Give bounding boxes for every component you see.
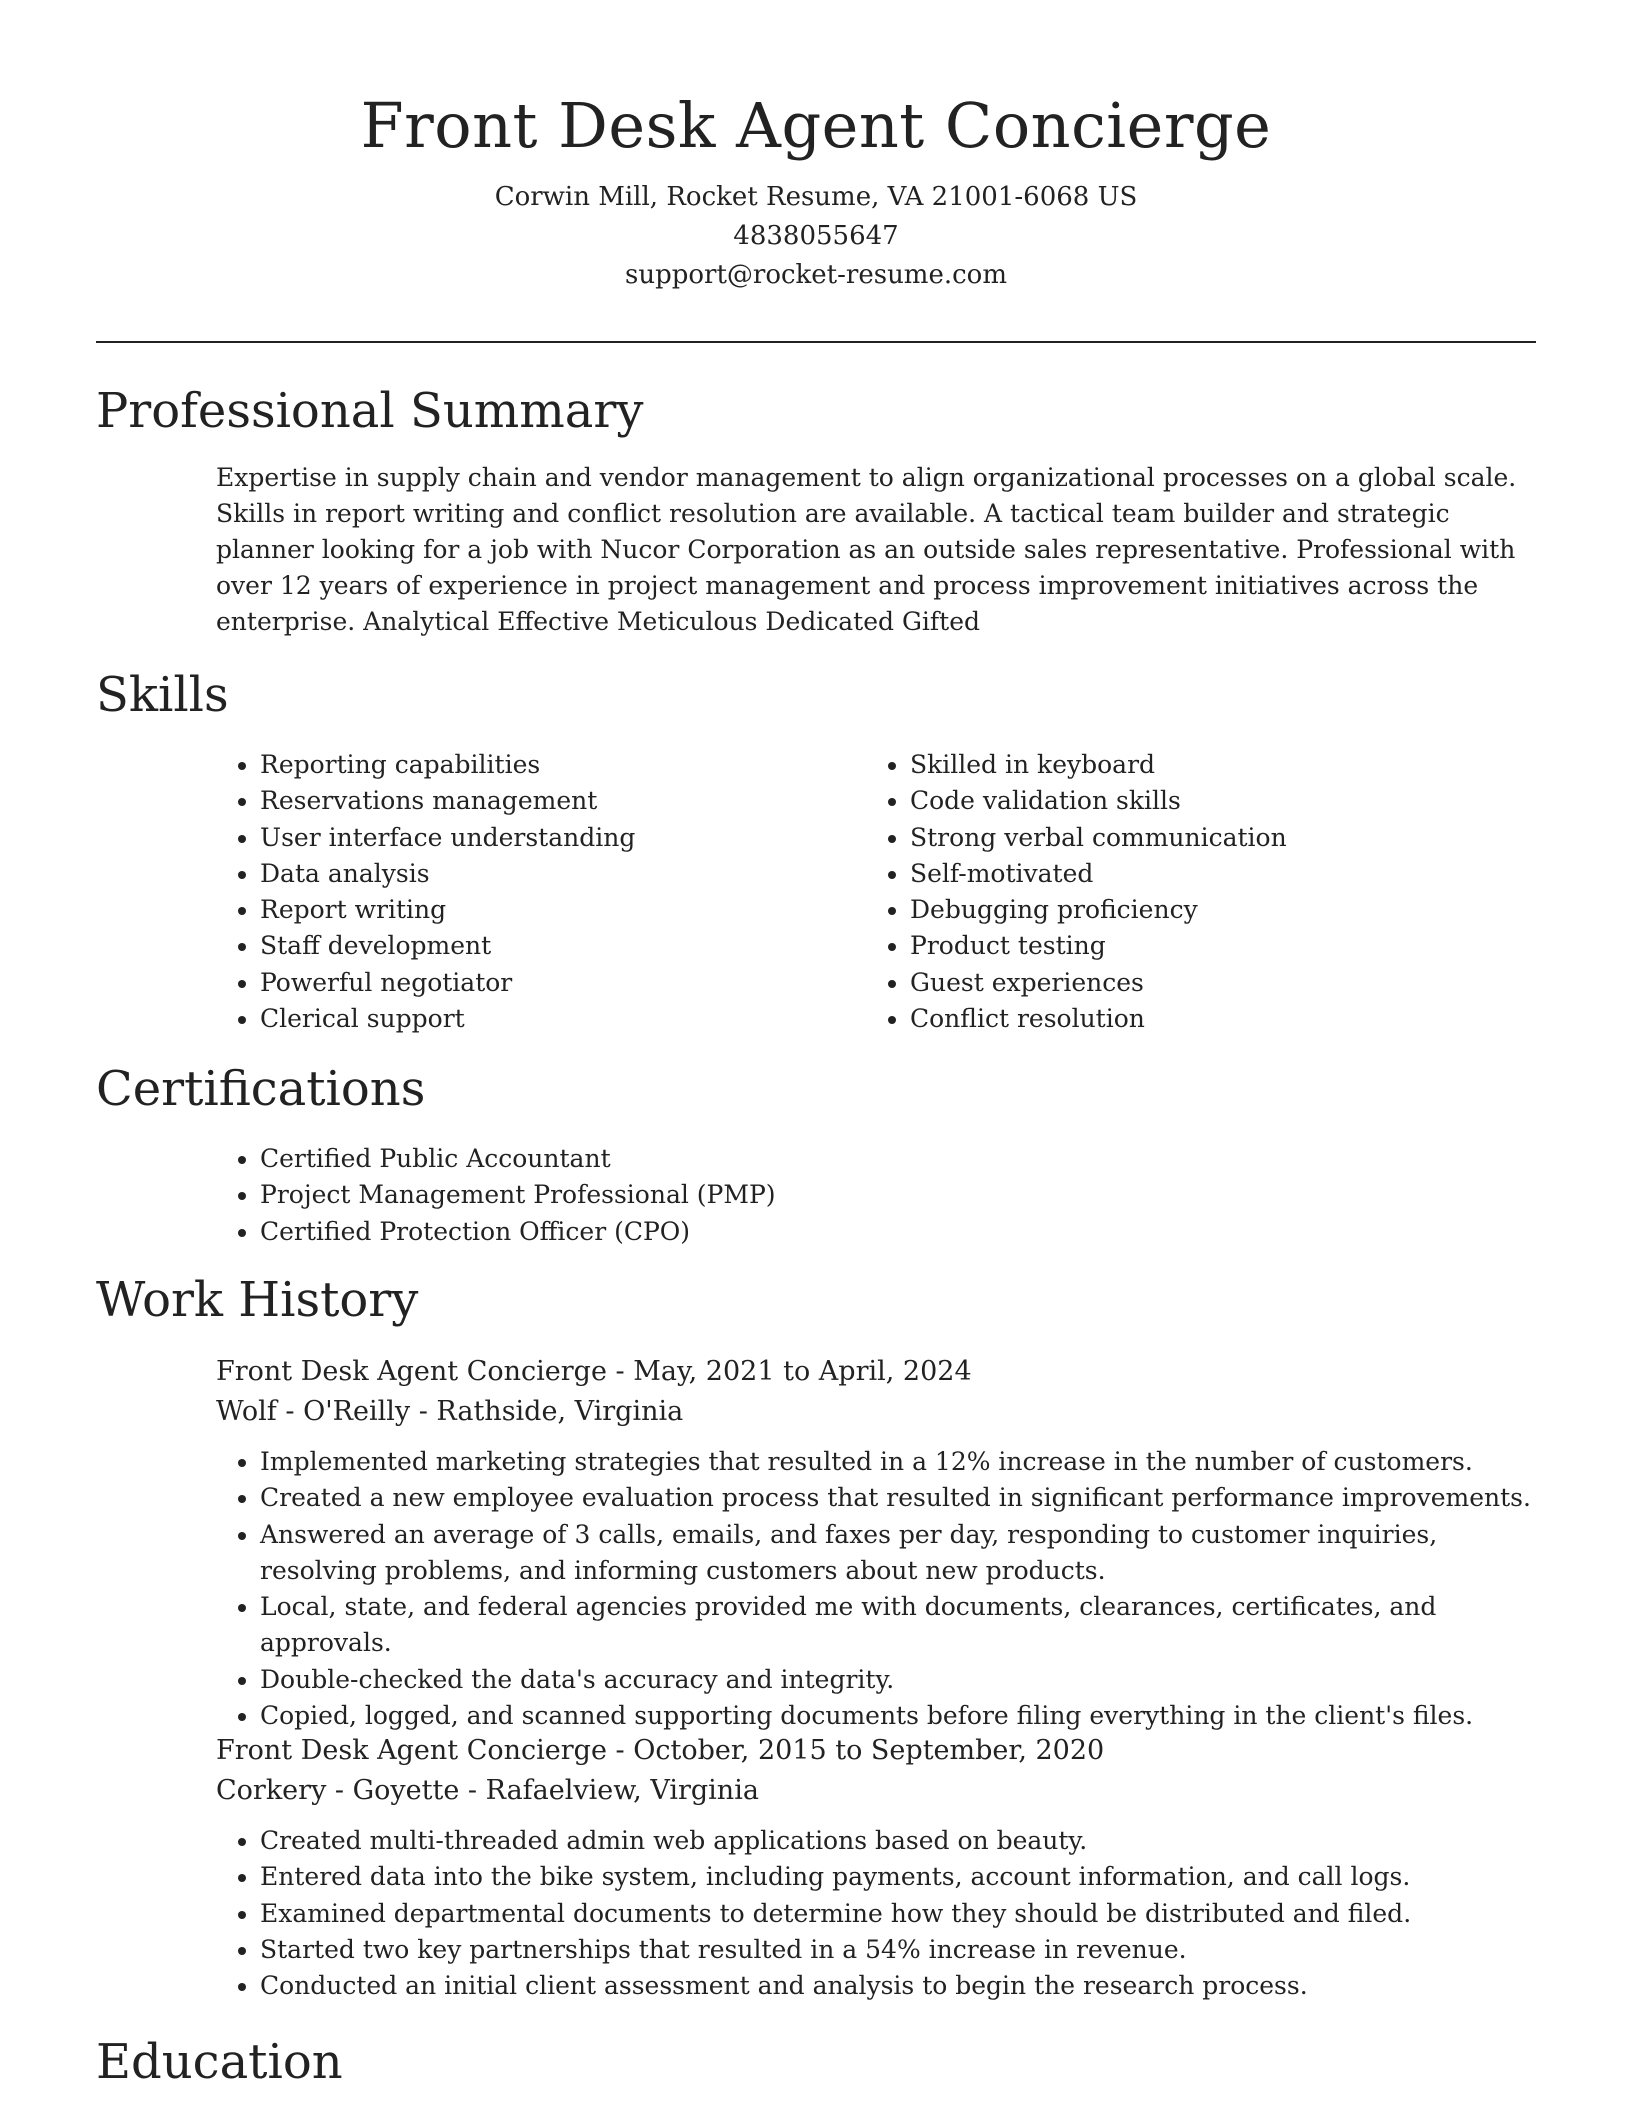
- skills-column-right: [866, 747, 1506, 1037]
- job-title-line: Front Desk Agent Concierge - May, 2021 to April, 2024: [216, 1356, 972, 1387]
- contact-email: support@rocket-resume.com: [624, 260, 1007, 290]
- contact-phone: 4838055647: [733, 221, 899, 251]
- skill-item: • Skilled in keyboard: [910, 747, 1506, 783]
- job-duty-item: • Conducted an initial client assessment and analysis to begin the research process.: [260, 1968, 1536, 2004]
- certifications-list: [216, 1141, 1216, 1250]
- job-duty-item: • Local, state, and federal agencies provided me with documents, clearances, certificates, and approvals.: [260, 1589, 1536, 1662]
- certification-item: • Project Management Professional (PMP): [260, 1177, 1216, 1213]
- header-divider: [96, 341, 1536, 343]
- summary-heading: Professional Summary: [96, 383, 644, 439]
- certification-item: • Certified Public Accountant: [260, 1141, 1216, 1177]
- job-duty-item: • Examined departmental documents to determine how they should be distributed and filed.: [260, 1896, 1536, 1932]
- job-entry: [216, 1352, 1536, 1734]
- contact-block: [96, 178, 1536, 295]
- job-duty-item: • Entered data into the bike system, including payments, account information, and call logs.: [260, 1859, 1536, 1895]
- job-duty-item: • Created a new employee evaluation process that resulted in significant performance improvements.: [260, 1480, 1536, 1516]
- job-entry: [216, 1731, 1536, 2004]
- skills-list-right: [866, 747, 1506, 1037]
- job-title-line: Front Desk Agent Concierge - October, 2015 to September, 2020: [216, 1735, 1105, 1766]
- job-duties-list: [216, 1823, 1536, 2004]
- resume-header: [96, 84, 1536, 295]
- skill-item: • Reporting capabilities: [260, 747, 856, 783]
- skill-item: • Report writing: [260, 892, 856, 928]
- skill-item: • Powerful negotiator: [260, 965, 856, 1001]
- skill-item: • Strong verbal communication: [910, 820, 1506, 856]
- education-heading: Education: [96, 2034, 343, 2090]
- job-duties-list: [216, 1444, 1536, 1734]
- job-duty-item: • Copied, logged, and scanned supporting documents before filing everything in the client's files.: [260, 1698, 1536, 1734]
- job-duty-item: • Implemented marketing strategies that resulted in a 12% increase in the number of customers.: [260, 1444, 1536, 1480]
- certifications-block: [216, 1141, 1216, 1250]
- job-duty-item: • Started two key partnerships that resulted in a 54% increase in revenue.: [260, 1932, 1536, 1968]
- job-duty-item: • Double-checked the data's accuracy and integrity.: [260, 1662, 1536, 1698]
- job-company-line: Corkery - Goyette - Rafaelview, Virginia: [216, 1775, 759, 1806]
- skill-item: • Reservations management: [260, 783, 856, 819]
- skills-list-left: [216, 747, 856, 1037]
- skill-item: • Product testing: [910, 928, 1506, 964]
- job-duty-item: • Answered an average of 3 calls, emails, and faxes per day, responding to customer inquiries, resolving problems, and informing customers about new products.: [260, 1517, 1536, 1590]
- certifications-heading: Certifications: [96, 1061, 426, 1117]
- summary-text: Expertise in supply chain and vendor management to align organizational processes on a global scale. Skills in report writing and conflict resolution are available. A tactical team builder and strategic planner looking for a job with Nucor Corporation as an outside sales representative. Professional with over 12 years of experience in project management and process improvement initiatives across the enterprise. Analytical Effective Meticulous Dedicated Gifted: [216, 463, 1517, 636]
- skill-item: • Staff development: [260, 928, 856, 964]
- skills-heading: Skills: [96, 667, 229, 723]
- skill-item: • User interface understanding: [260, 820, 856, 856]
- work-history-heading: Work History: [96, 1272, 419, 1328]
- skill-item: • Conflict resolution: [910, 1001, 1506, 1037]
- certification-item: • Certified Protection Officer (CPO): [260, 1214, 1216, 1250]
- skill-item: • Code validation skills: [910, 783, 1506, 819]
- skill-item: • Guest experiences: [910, 965, 1506, 1001]
- skill-item: • Self-motivated: [910, 856, 1506, 892]
- candidate-name: Front Desk Agent Concierge: [360, 89, 1272, 162]
- skill-item: • Debugging proficiency: [910, 892, 1506, 928]
- job-company-line: Wolf - O'Reilly - Rathside, Virginia: [216, 1396, 684, 1427]
- skill-item: • Clerical support: [260, 1001, 856, 1037]
- contact-address: Corwin Mill, Rocket Resume, VA 21001-6068 US: [494, 182, 1138, 212]
- job-duty-item: • Created multi-threaded admin web applications based on beauty.: [260, 1823, 1536, 1859]
- skills-column-left: [216, 747, 856, 1037]
- skill-item: • Data analysis: [260, 856, 856, 892]
